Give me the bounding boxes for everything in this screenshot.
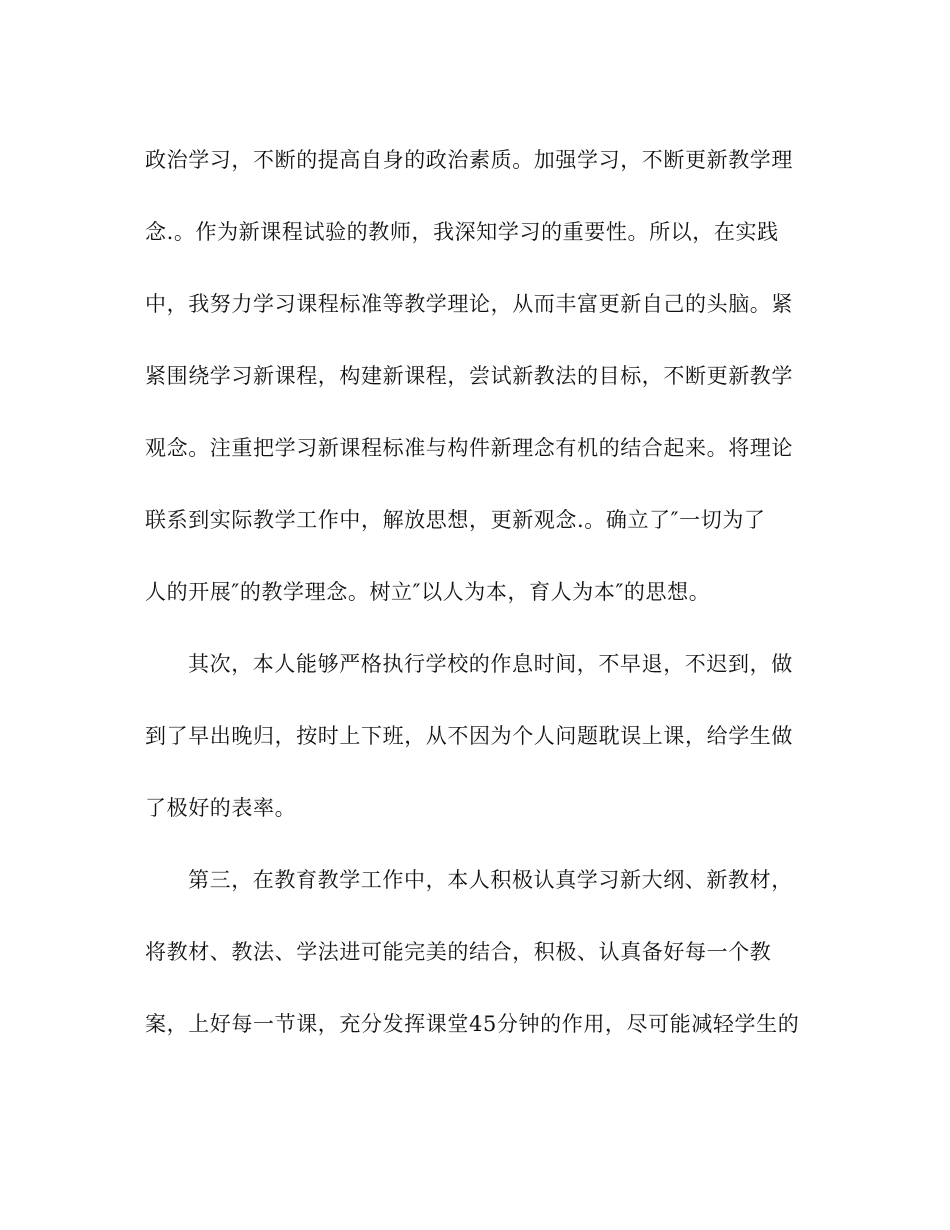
text-line: 中，我努力学习课程标准等教学理论，从而丰富更新自己的头脑。紧 <box>145 292 793 316</box>
text-line: 紧围绕学习新课程，构建新课程，尝试新教法的目标，不断更新教学 <box>145 364 793 388</box>
text-line: 政治学习，不断的提高自身的政治素质。加强学习，不断更新教学理 <box>145 148 793 172</box>
paragraph-start-line: 第三，在教育教学工作中，本人积极认真学习新大纲、新教材， <box>188 868 793 892</box>
text-line: 案，上好每一节课，充分发挥课堂45分钟的作用，尽可能减轻学生的 <box>145 1012 800 1036</box>
text-line: 了极好的表率。 <box>145 796 297 820</box>
text-line: 联系到实际教学工作中，解放思想，更新观念.。确立了″一切为了 <box>145 508 766 532</box>
text-line: 到了早出晚归，按时上下班，从不因为个人问题耽误上课，给学生做 <box>145 724 793 748</box>
document-body <box>145 135 810 1071</box>
paragraph-start-line: 其次，本人能够严格执行学校的作息时间，不早退，不迟到，做 <box>188 652 793 676</box>
text-line: 念.。作为新课程试验的教师，我深知学习的重要性。所以，在实践 <box>145 220 779 244</box>
text-line: 观念。注重把学习新课程标准与构件新理念有机的结合起来。将理论 <box>145 436 793 460</box>
text-line: 将教材、教法、学法进可能完美的结合，积极、认真备好每一个教 <box>145 940 772 964</box>
text-line: 人的开展″的教学理念。树立″以人为本，育人为本″的思想。 <box>145 580 711 604</box>
